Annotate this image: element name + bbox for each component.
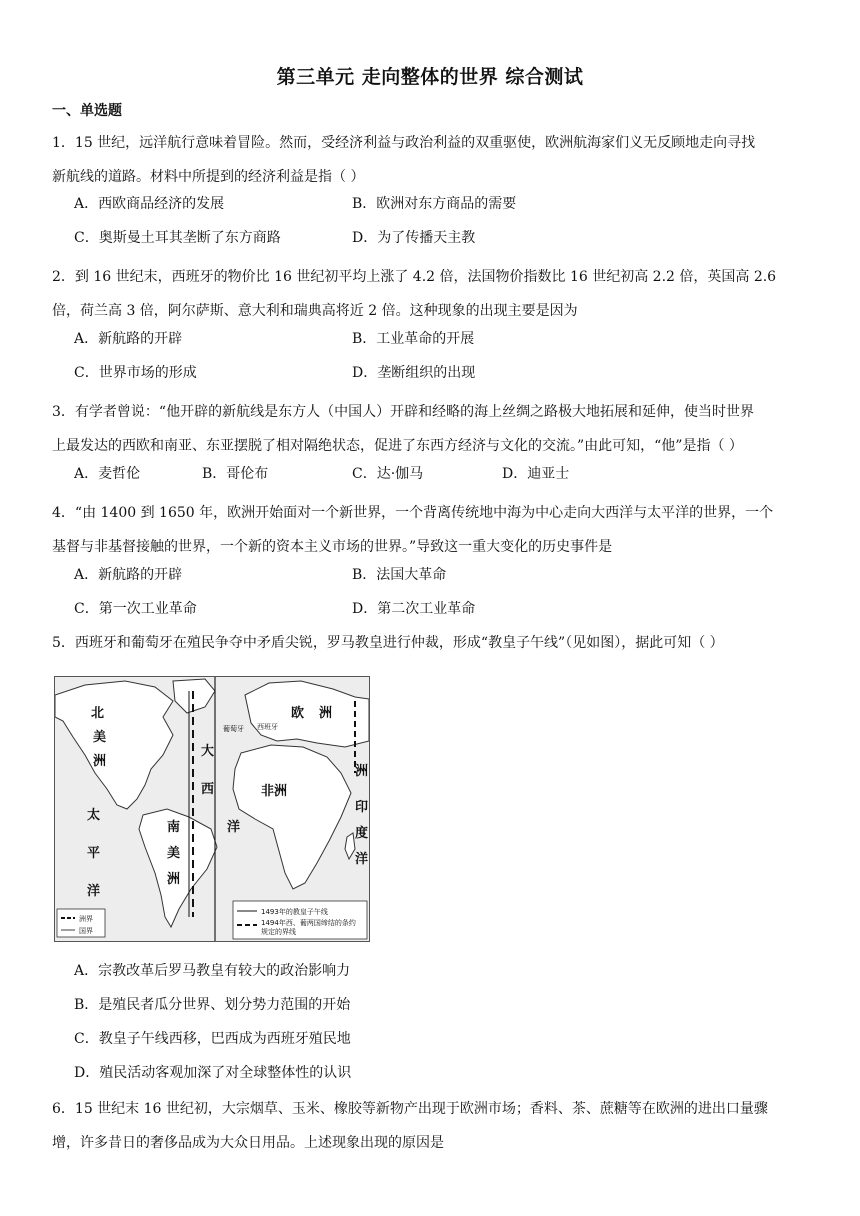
- question-5-option-b: B．是殖民者瓜分世界、划分势力范围的开始: [74, 997, 351, 1013]
- question-2: [52, 260, 812, 328]
- question-3-line-1: 3．有学者曾说：“他开辟的新航线是东方人（中国人）开辟和经略的海上丝绸之路极大地拓展和延伸，使当时世界: [52, 404, 755, 420]
- question-5-option-d: D．殖民活动客观加深了对全球整体性的认识: [74, 1065, 352, 1081]
- label-atlantic-1: 大: [201, 744, 215, 759]
- question-6-line-2: 增，许多昔日的奢侈品成为大众日用品。上述现象出现的原因是: [52, 1135, 444, 1151]
- label-south-america-2: 美: [167, 846, 181, 861]
- label-indian-ocean-1: 印: [355, 800, 369, 815]
- question-1-line-2: 新航线的道路。材料中所提到的经济利益是指（ ）: [52, 169, 365, 185]
- label-indian-ocean-2: 度: [355, 826, 369, 841]
- label-portugal: 葡萄牙: [223, 725, 244, 733]
- legend-right: [233, 901, 367, 939]
- papal-meridian-map: [54, 676, 370, 942]
- page-title: 第三单元 走向整体的世界 综合测试: [276, 66, 584, 88]
- question-3-option-a: A．麦哲伦: [74, 466, 141, 482]
- legend-meridian-1493: 1493年的教皇子午线: [261, 908, 328, 916]
- question-5: [52, 626, 812, 660]
- question-3-option-d: D．迪亚士: [502, 466, 570, 482]
- question-1-option-b: B．欧洲对东方商品的需要: [352, 196, 517, 212]
- label-north-america-1: 北: [91, 706, 105, 721]
- question-2-option-c: C．世界市场的形成: [74, 365, 197, 381]
- question-5-option-a: A．宗教改革后罗马教皇有较大的政治影响力: [74, 963, 351, 979]
- label-south-america-1: 南: [167, 820, 181, 835]
- label-spain: 西班牙: [257, 723, 278, 731]
- question-2-option-b: B．工业革命的开展: [352, 331, 475, 347]
- label-asia-fragment: 洲: [355, 764, 369, 779]
- question-5-line-1: 5．西班牙和葡萄牙在殖民争夺中矛盾尖锐，罗马教皇进行仲裁，形成“教皇子午线”（见如图），据此可知（ ）: [52, 635, 724, 651]
- label-pacific-1: 太: [87, 808, 101, 823]
- question-1-option-d: D．为了传播天主教: [352, 230, 476, 246]
- question-2-line-1: 2．到 16 世纪末，西班牙的物价比 16 世纪初平均上涨了 4.2 倍，法国物价指数比 16 世纪初高 2.2 倍，英国高 2.6: [52, 269, 777, 285]
- question-4-option-c: C．第一次工业革命: [74, 601, 197, 617]
- question-1: [52, 126, 812, 194]
- legend-left: [57, 909, 105, 937]
- question-4-option-a: A．新航路的开辟: [74, 567, 183, 583]
- question-2-option-d: D．垄断组织的出现: [352, 365, 476, 381]
- question-4-line-2: 基督与非基督接触的世界，一个新的资本主义市场的世界。”导致这一重大变化的历史事件是: [52, 539, 613, 555]
- label-atlantic-3: 洋: [227, 820, 241, 835]
- question-1-option-c: C．奥斯曼土耳其垄断了东方商路: [74, 230, 281, 246]
- section-heading: 一、单选题: [52, 103, 122, 119]
- question-5-option-c: C．教皇子午线西移，巴西成为西班牙殖民地: [74, 1031, 351, 1047]
- label-europe-1: 欧: [291, 706, 305, 721]
- label-south-america-3: 洲: [167, 872, 181, 887]
- label-north-america-2: 美: [93, 730, 107, 745]
- legend-treaty-line-1494-cont: 规定的界线: [261, 928, 296, 936]
- label-pacific-2: 平: [87, 846, 101, 861]
- question-4-option-b: B．法国大革命: [352, 567, 447, 583]
- question-2-option-a: A．新航路的开辟: [74, 331, 183, 347]
- question-6-line-1: 6．15 世纪末 16 世纪初，大宗烟草、玉米、橡胶等新物产出现于欧洲市场；香料、茶、蔗糖等在欧洲的进出口量骤: [52, 1101, 768, 1117]
- legend-treaty-line-1494: 1494年西、葡两国缔结的条约: [261, 919, 356, 927]
- question-4: [52, 496, 812, 564]
- question-3: [52, 395, 812, 463]
- label-indian-ocean-3: 洋: [355, 852, 369, 867]
- question-3-line-2: 上最发达的西欧和南亚、东亚摆脱了相对隔绝状态，促进了东西方经济与文化的交流。”由此可知，“他”是指（ ）: [52, 438, 743, 454]
- question-1-option-a: A．西欧商品经济的发展: [74, 196, 225, 212]
- label-north-america-3: 洲: [93, 754, 107, 769]
- label-africa: 非洲: [261, 784, 288, 799]
- question-1-line-1: 1．15 世纪，远洋航行意味着冒险。然而，受经济利益与政治利益的双重驱使，欧洲航海家们义无反顾地走向寻找: [52, 135, 756, 151]
- question-3-option-c: C．达·伽马: [352, 466, 424, 482]
- label-europe-2: 洲: [319, 706, 333, 721]
- legend-continent-boundary: 洲界: [79, 915, 93, 923]
- question-4-line-1: 4．“由 1400 到 1650 年，欧洲开始面对一个新世界，一个背离传统地中海为中心走向大西洋与太平洋的世界，一个: [52, 505, 774, 521]
- question-2-line-2: 倍，荷兰高 3 倍，阿尔萨斯、意大利和瑞典高将近 2 倍。这种现象的出现主要是因为: [52, 303, 578, 319]
- label-atlantic-2: 西: [201, 782, 215, 797]
- question-4-option-d: D．第二次工业革命: [352, 601, 476, 617]
- question-6: [52, 1092, 812, 1160]
- question-3-option-b: B．哥伦布: [202, 466, 269, 482]
- legend-national-boundary: 国界: [79, 927, 93, 935]
- label-pacific-3: 洋: [87, 884, 101, 899]
